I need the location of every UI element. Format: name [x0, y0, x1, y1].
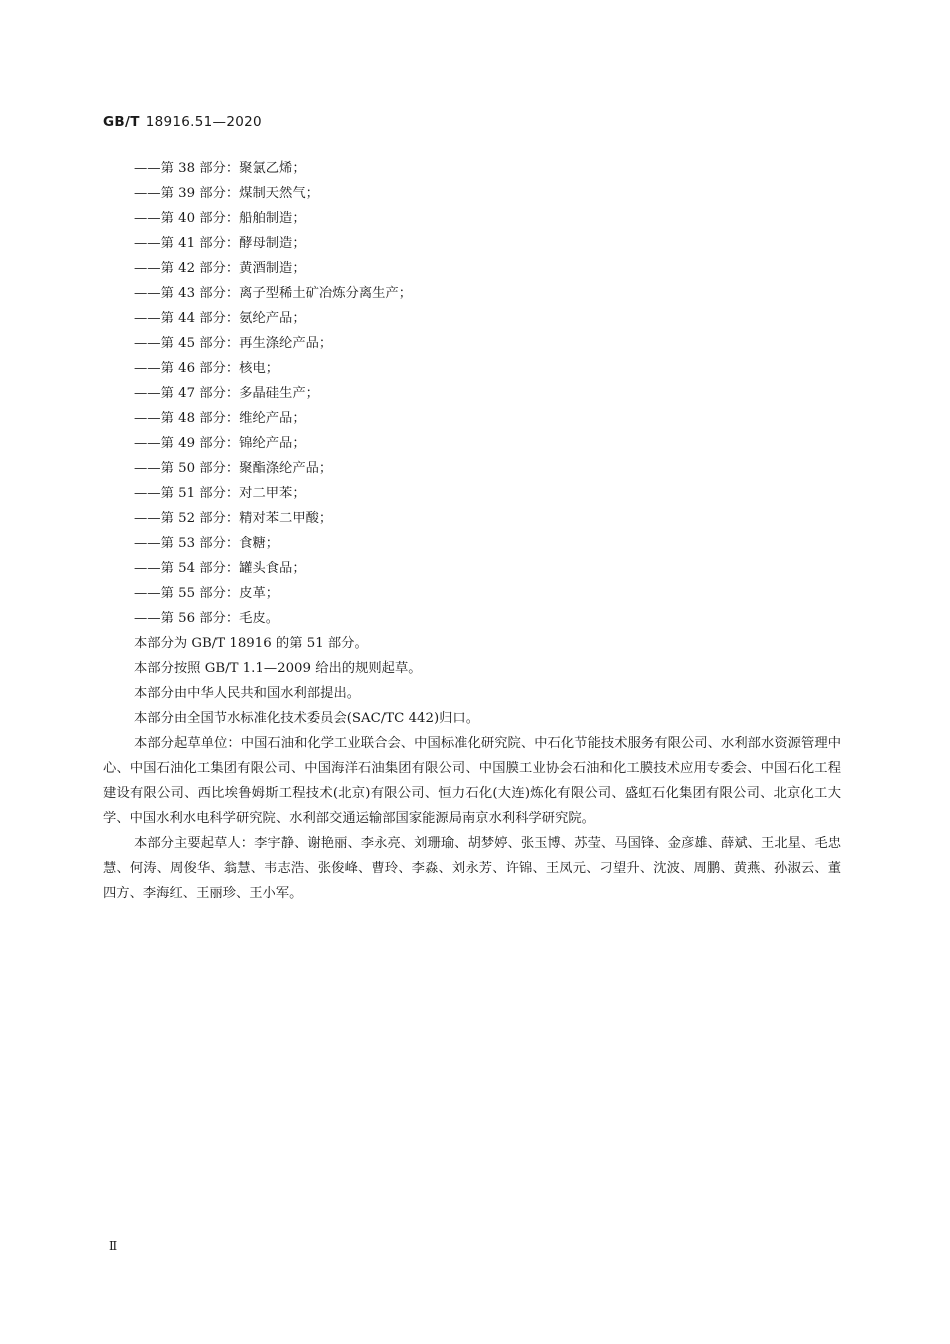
- list-item: ——第 38 部分：聚氯乙烯；: [134, 161, 306, 176]
- list-item: ——第 52 部分：精对苯二甲酸；: [134, 511, 333, 526]
- page-number: Ⅱ: [109, 1239, 118, 1253]
- list-item: ——第 54 部分：罐头食品；: [134, 561, 306, 576]
- list-item: ——第 44 部分：氨纶产品；: [134, 311, 306, 326]
- list-item: ——第 41 部分：酵母制造；: [134, 236, 306, 251]
- list-item: ——第 46 部分：核电；: [134, 361, 280, 376]
- standard-code-prefix: GB/T: [103, 114, 140, 130]
- list-item: ——第 45 部分：再生涤纶产品；: [134, 336, 333, 351]
- list-item: ——第 40 部分：船舶制造；: [134, 211, 306, 226]
- parts-list: [134, 156, 412, 631]
- list-item: ——第 56 部分：毛皮。: [134, 611, 280, 626]
- list-item: ——第 50 部分：聚酯涤纶产品；: [134, 461, 333, 476]
- list-item: ——第 43 部分：离子型稀土矿冶炼分离生产；: [134, 286, 413, 301]
- list-item: ——第 55 部分：皮革；: [134, 586, 280, 601]
- paragraph-drafting-rules: 本部分按照 GB/T 1.1—2009 给出的规则起草。: [134, 661, 422, 676]
- list-item: ——第 53 部分：食糖；: [134, 536, 280, 551]
- list-item: ——第 48 部分：维纶产品；: [134, 411, 306, 426]
- standard-code-header: [103, 114, 262, 130]
- paragraph-proposer: 本部分由中华人民共和国水利部提出。: [134, 686, 361, 701]
- paragraph-technical-committee: 本部分由全国节水标准化技术委员会(SAC/TC 442)归口。: [134, 711, 480, 726]
- paragraph-drafters: 本部分主要起草人：李宇静、谢艳丽、李永亮、刘珊瑜、胡梦婷、张玉博、苏莹、马国锋、金彦雄、薛斌、王北星、毛忠慧、何涛、周俊华、翁慧、韦志浩、张俊峰、曹玲、李淼、刘永芳、许锦、王凤元、刁望升、沈波、周鹏、黄燕、孙淑云、董四方、李海红、王丽珍、王小军。: [103, 836, 841, 901]
- list-item: ——第 42 部分：黄酒制造；: [134, 261, 306, 276]
- list-item: ——第 49 部分：锦纶产品；: [134, 436, 306, 451]
- list-item: ——第 39 部分：煤制天然气；: [134, 186, 319, 201]
- foreword-body: [103, 631, 841, 906]
- standard-code-number: 18916.51—2020: [145, 114, 262, 130]
- list-item: ——第 47 部分：多晶硅生产；: [134, 386, 319, 401]
- paragraph-part-number: 本部分为 GB/T 18916 的第 51 部分。: [134, 636, 368, 651]
- paragraph-drafting-units: 本部分起草单位：中国石油和化学工业联合会、中国标准化研究院、中石化节能技术服务有限公司、水利部水资源管理中心、中国石油化工集团有限公司、中国海洋石油集团有限公司、中国膜工业协会石油和化工膜技术应用专委会、中国石化工程建设有限公司、西比埃鲁姆斯工程技术(北京)有限公司、恒力石化(大连)炼化有限公司、盛虹石化集团有限公司、北京化工大学、中国水利水电科学研究院、水利部交通运输部国家能源局南京水利科学研究院。: [103, 736, 841, 826]
- list-item: ——第 51 部分：对二甲苯；: [134, 486, 306, 501]
